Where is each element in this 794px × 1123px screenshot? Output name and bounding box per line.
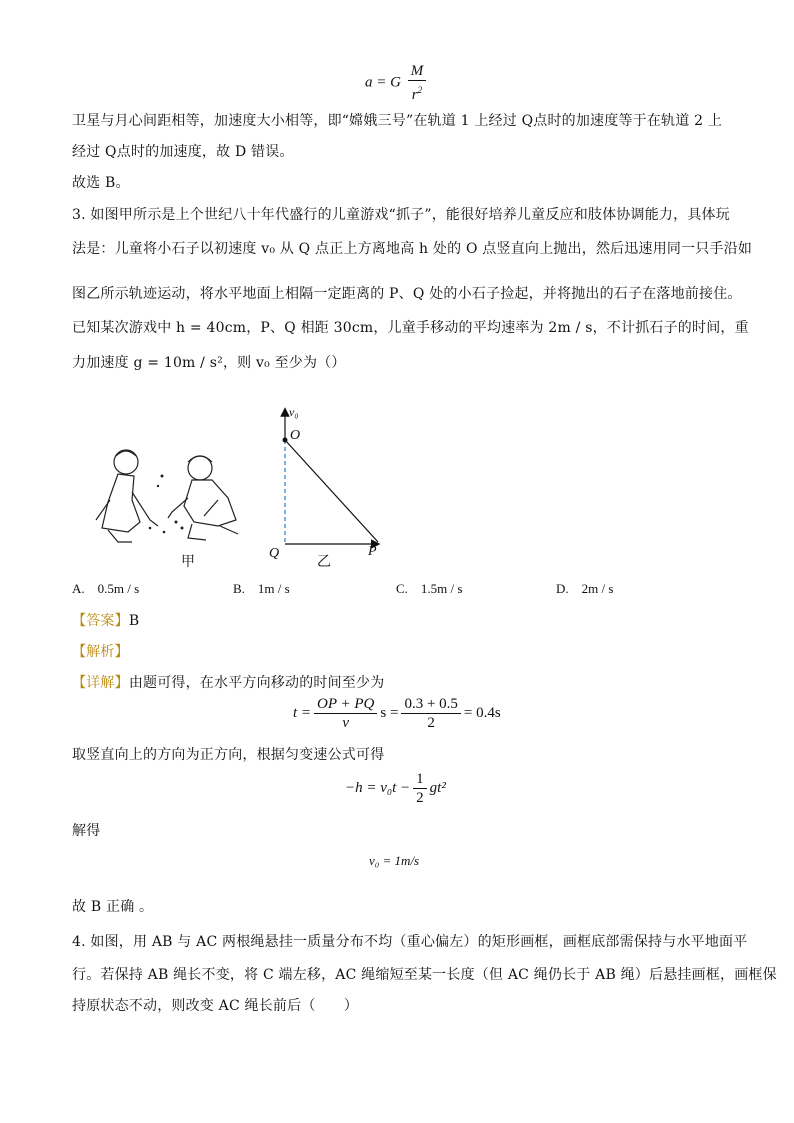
formula-time-lhs: t = (293, 705, 312, 721)
answer-value: B (128, 613, 140, 629)
formula-time-den2: 2 (427, 715, 435, 731)
figure-label-p: P (368, 544, 377, 559)
formula-time-frac2 (401, 695, 460, 732)
detail-text: 由题可得，在水平方向移动的时间至少为 (128, 675, 385, 691)
point-o (283, 438, 288, 443)
option-a: A. 0.5m / s (72, 581, 140, 596)
formula-motion-den: 2 (416, 790, 424, 806)
formula-accel-den-sup: 2 (417, 85, 423, 95)
q3-line-4: 已知某次游戏中 h = 40cm，P、Q 相距 30cm，儿童手移动的平均速率为 2m / s，不计抓石子的时间，重 (72, 320, 749, 336)
formula-accel-lhs: a = G (365, 74, 401, 91)
figure-label-v0: v₀ (289, 405, 299, 419)
formula-time-num1: OP + PQ (314, 695, 377, 714)
prev-text-line-1: 卫星与月心间距相等，加速度大小相等，即“嫦娥三号”在轨道 1 上经过 Q点时的加速度等于在轨道 2 上 (72, 113, 723, 129)
q3-line-2: 法是：儿童将小石子以初速度 v₀ 从 Q 点正上方离地高 h 处的 O 点竖直向上抛出，然后迅速用同一只手沿如 (72, 241, 753, 257)
detail-line (72, 672, 384, 692)
answer-bracket: 【答案】 (72, 613, 129, 629)
path-op (285, 440, 378, 542)
figure-label-q: Q (269, 546, 280, 561)
option-d: D. 2m / s (556, 581, 614, 596)
figure-trajectory (262, 400, 392, 560)
formula-motion-rhs: gt² (429, 780, 446, 796)
formula-motion (345, 770, 446, 807)
formula-time-num2: 0.3 + 0.5 (401, 695, 460, 714)
solve-label: 解得 (72, 823, 101, 839)
formula-time-frac1 (314, 695, 377, 732)
formula-motion-frac (413, 770, 427, 807)
formula-time-mid: s = (380, 705, 399, 721)
formula-accel-num: M (408, 62, 427, 81)
answer-line (72, 610, 139, 630)
q4-line-2: 行。若保持 AB 绳长不变，将 C 端左移，AC 绳缩短至某一长度（但 AC 绳仍长于 AB 绳）后悬挂画框，画框保 (72, 967, 777, 983)
q3-line-3: 图乙所示轨迹运动，将水平地面上相隔一定距离的 P、Q 处的小石子捡起，并将抛出的石子在落地前接住。 (72, 286, 742, 302)
formula-motion-num: 1 (413, 770, 427, 789)
formula-motion-lhs: −h = v₀t − (345, 780, 411, 796)
formula-accel-den (409, 81, 425, 104)
q3-line-1: 3. 如图甲所示是上个世纪八十年代盛行的儿童游戏“抓子”，能很好培养儿童反应和肢体协调能力，具体玩 (72, 207, 730, 223)
formula-acceleration (365, 62, 429, 104)
option-c: C. 1.5m / s (396, 581, 463, 596)
prev-text-line-2: 经过 Q点时的加速度，故 D 错误。 (72, 144, 294, 160)
formula-time (293, 695, 501, 732)
formula-time-rhs: = 0.4s (463, 705, 501, 721)
formula-accel-den-r: r (411, 87, 418, 103)
formula-result: v₀ = 1m/s (369, 853, 420, 868)
option-b: B. 1m / s (233, 581, 290, 596)
q3-line-5: 力加速度 g = 10m / s²，则 v₀ 至少为（） (72, 355, 346, 371)
prev-text-line-3: 故选 B。 (72, 175, 130, 191)
conclusion-line: 故 B 正确 。 (72, 899, 154, 915)
figure-children-playing (88, 442, 256, 550)
detail-bracket: 【详解】 (72, 675, 129, 691)
formula-time-den1: v (342, 715, 350, 731)
direction-line: 取竖直向上的方向为正方向，根据匀变速公式可得 (72, 747, 385, 763)
figure-label-yi: 乙 (317, 554, 331, 570)
formula-accel-fraction (408, 62, 427, 104)
q4-line-1: 4. 如图，用 AB 与 AC 两根绳悬挂一质量分布不均（重心偏左）的矩形画框，画框底部需保持与水平地面平 (72, 934, 748, 950)
analysis-bracket: 【解析】 (72, 644, 129, 660)
figure-label-jia: 甲 (181, 554, 195, 570)
figure-label-o: O (290, 428, 301, 443)
q4-line-3: 持原状态不动，则改变 AC 绳长前后（ ） (72, 998, 359, 1014)
analysis-line (72, 641, 129, 661)
